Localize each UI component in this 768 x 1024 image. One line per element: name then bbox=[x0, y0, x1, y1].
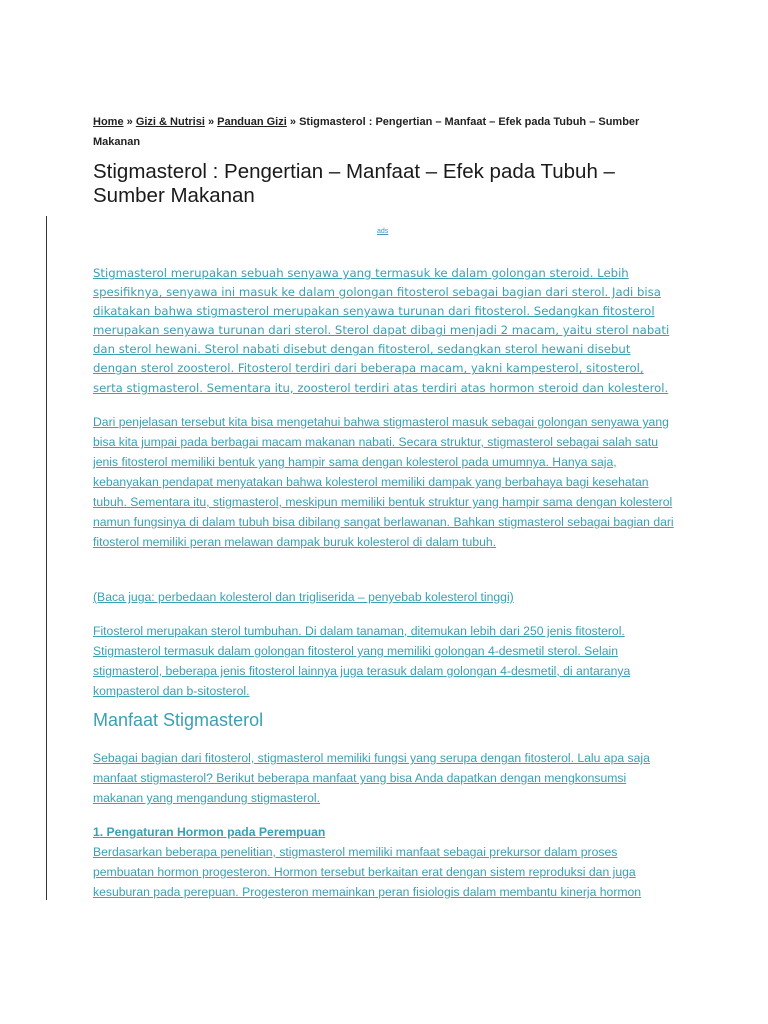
breadcrumb-category-link[interactable]: Gizi & Nutrisi bbox=[135, 116, 205, 128]
breadcrumb-separator: » bbox=[207, 116, 215, 128]
intro-paragraph[interactable]: Stigmasterol merupakan sebuah senyawa yang termasuk ke dalam golongan steroid. Lebih spesifiknya, senyawa ini masuk ke dalam golongan fitosterol sebagai bagian dari sterol. Jadi bisa dikatakan bahwa stigmasterol merupakan senyawa turunan dari fitosterol. Sedangkan fitosterol merupakan senyawa turunan dari sterol. Sterol dapat dibagi menjadi 2 macam, yaitu sterol nabati dan sterol hewani. Sterol nabati disebut dengan fitosterol, sedangkan sterol hewani disebut dengan sterol zoosterol. Fitosterol terdiri dari beberapa macam, yakni kampesterol, sitosterol, serta stigmasterol. Sementara itu, zoosterol terdiri atas terdiri atas hormon steroid dan kolesterol. bbox=[93, 266, 670, 395]
subheading-hormone[interactable]: 1. Pengaturan Hormon pada Perempuan bbox=[93, 825, 326, 839]
paragraph-2[interactable]: Dari penjelasan tersebut kita bisa mengetahui bahwa stigmasterol masuk sebagai golongan senyawa yang bisa kita jumpai pada berbagai macam makanan nabati. Secara struktur, stigmasterol sebagai salah satu jenis fitosterol memiliki bentuk yang hampir sama dengan kolesterol pada umumnya. Hanya saja, kebanyakan pendapat menyatakan bahwa kolesterol memiliki dampak yang berbahaya bagi kesehatan tubuh. Sementara itu, stigmasterol, meskipun memiliki bentuk struktur yang hampir sama dengan kolesterol namun fungsinya di dalam tubuh bisa dibilang sangat berlawanan. Bahkan stigmasterol sebagai bagian dari fitosterol memiliki peran melawan dampak buruk kolesterol di dalam tubuh. bbox=[93, 415, 674, 549]
section-heading: Manfaat Stigmasterol bbox=[93, 710, 264, 730]
paragraph-4[interactable]: Sebagai bagian dari fitosterol, stigmasterol memiliki fungsi yang serupa dengan fitosterol. Lalu apa saja manfaat stigmasterol? Berikut beberapa manfaat yang bisa Anda dapatkan dengan mengkonsumsi makanan yang mengandung stigmasterol. bbox=[93, 751, 650, 805]
see-also-link[interactable]: (Baca juga: perbedaan kolesterol dan trigliserida – penyebab kolesterol tinggi) bbox=[93, 590, 514, 604]
paragraph-5[interactable]: Berdasarkan beberapa penelitian, stigmasterol memiliki manfaat sebagai prekursor dalam proses pembuatan hormon progesteron. Hormon tersebut berkaitan erat dengan sistem reproduksi dan juga kesuburan pada perepuan. Progesteron memainkan peran fisiologis dalam membantu kinerja hormon bbox=[93, 845, 642, 899]
paragraph-3[interactable]: Fitosterol merupakan sterol tumbuhan. Di dalam tanaman, ditemukan lebih dari 250 jenis fitosterol. Stigmasterol termasuk dalam golongan fitosterol yang memiliki golongan 4-desmetil sterol. Selain stigmasterol, beberapa jenis fitosterol lainnya juga terasuk dalam golongan 4-desmetil, di antaranya kompasterol dan b-sitosterol. bbox=[93, 624, 631, 698]
breadcrumb-current: Stigmasterol : Pengertian – Manfaat – Efek pada Tubuh – Sumber Makanan bbox=[93, 116, 640, 148]
breadcrumb-separator: » bbox=[289, 116, 296, 128]
left-margin-rule bbox=[46, 216, 47, 900]
breadcrumb-home-link[interactable]: Home bbox=[93, 116, 124, 128]
breadcrumb-separator: » bbox=[126, 116, 133, 128]
breadcrumb-subcategory-link[interactable]: Panduan Gizi bbox=[217, 116, 287, 128]
page-title: Stigmasterol : Pengertian – Manfaat – Efek pada Tubuh – Sumber Makanan bbox=[93, 160, 615, 207]
breadcrumb bbox=[93, 112, 653, 152]
ads-link[interactable]: ads bbox=[377, 228, 389, 235]
